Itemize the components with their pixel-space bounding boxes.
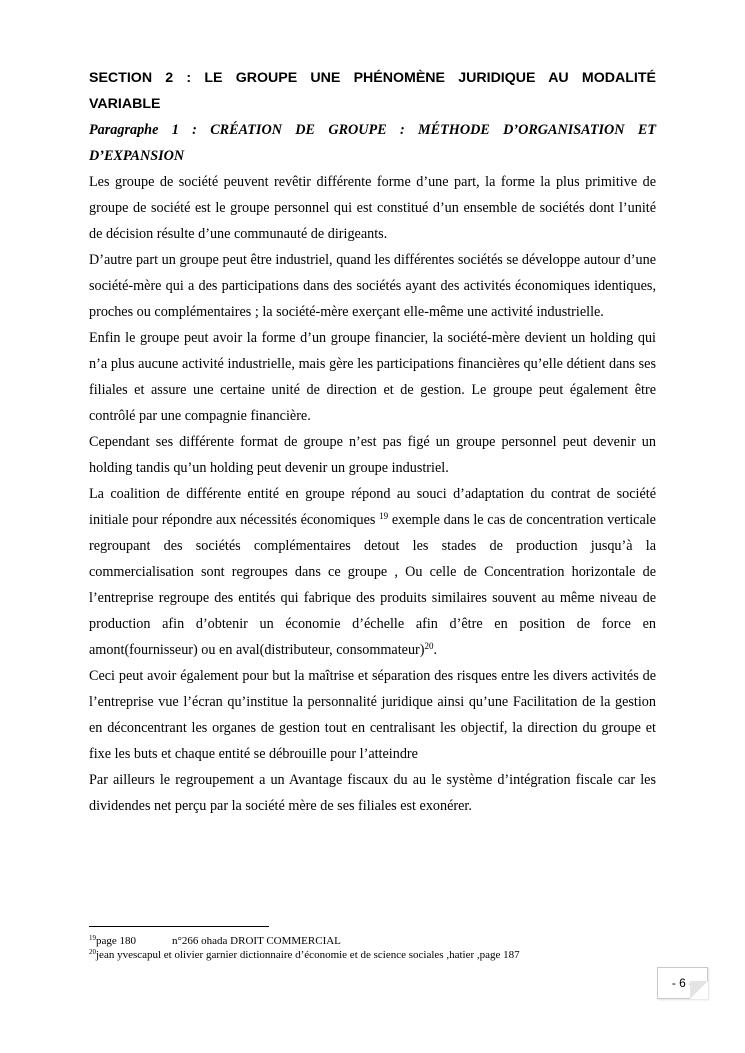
footnote-20 bbox=[89, 948, 689, 962]
section-title-line2: VARIABLE bbox=[89, 96, 161, 112]
body-paragraph: Par ailleurs le regroupement a un Avantage fiscaux du au le système d’intégration fiscale car les dividendes net perçu par la société mère de ses filiales est exonérer. bbox=[89, 772, 656, 814]
footnote-ref-19[interactable]: 19 bbox=[379, 511, 389, 521]
footnote-19 bbox=[89, 934, 689, 948]
paragraph-text: . bbox=[433, 642, 438, 658]
body-paragraph-with-refs bbox=[89, 481, 656, 663]
footnote-marker: 20 bbox=[89, 948, 96, 956]
paragraph-text: La coalition de différente entité en groupe répond au souci d’adaptation du contrat de société initiale pour répondre aux nécessités économiques bbox=[89, 486, 656, 528]
footnote-ref-20[interactable]: 20 bbox=[424, 641, 434, 651]
body-text bbox=[89, 169, 656, 819]
body-paragraph: Les groupe de société peuvent revêtir différente forme d’une part, la forme la plus primitive de groupe de société est le groupe personnel qui est constitué d’un ensemble de sociétés dont l’unité de décision résulte d’une communauté de dirigeants. bbox=[89, 174, 656, 242]
footnote-separator bbox=[89, 926, 269, 927]
section-title-line1: SECTION 2 : LE GROUPE UNE PHÉNOMÈNE JURIDIQUE AU MODALITÉ bbox=[89, 70, 656, 86]
paragraph-title-line1: Paragraphe 1 : CRÉATION DE GROUPE : MÉTHODE D’ORGANISATION ET bbox=[89, 122, 656, 138]
footnotes bbox=[89, 934, 689, 962]
page-number-label: - 6 - bbox=[671, 976, 694, 990]
page-number bbox=[657, 967, 708, 999]
footnote-text: jean yvescapul et olivier garnier dictionnaire d’économie et de science sociales ,hatier ,page 187 bbox=[96, 949, 520, 961]
body-paragraph: Enfin le groupe peut avoir la forme d’un groupe financier, la société-mère devient un holding qui n’a plus aucune activité industrielle, mais gère les participations financières qu’elle détient dans ses filiales et assure une certaine unité de direction et de gestion. Le groupe peut également être contrôlé par une compagnie financière. bbox=[89, 330, 656, 424]
footnote-text: page 180 bbox=[96, 935, 137, 947]
body-paragraph: D’autre part un groupe peut être industriel, quand les différentes sociétés se développe autour d’une société-mère qui a des participations dans des sociétés ayant des activités économiques identiques, proches ou complémentaires ; la société-mère exerçant elle-même une activité industrielle. bbox=[89, 252, 656, 320]
paragraph-text: exemple dans le cas de concentration verticale regroupant des sociétés complémentaires detout les stades de production jusqu’à la commercialisation sont regroupes dans ce groupe , Ou celle de Concentration horizontale de l’entreprise regroupe des entités qui fabrique des produits similaires souvent au même niveau de production afin d’obtenir un économie d’échelle afin d’être en position de force en amont(fournisseur) ou en aval(distributeur, consommateur) bbox=[89, 512, 656, 658]
section-title bbox=[89, 65, 656, 117]
paragraph-title bbox=[89, 117, 656, 169]
footnote-text: n°266 ohada DROIT COMMERCIAL bbox=[172, 935, 341, 947]
body-paragraph: Cependant ses différente format de groupe n’est pas figé un groupe personnel peut devenir un holding tandis qu’un holding peut devenir un groupe industriel. bbox=[89, 434, 656, 476]
footnote-marker: 19 bbox=[89, 934, 96, 942]
body-paragraph: Ceci peut avoir également pour but la maîtrise et séparation des risques entre les divers activités de l’entreprise vue l’écran qu’institue la personnalité juridique ainsi qu’une Facilitation de la gestion en déconcentrant les organes de gestion tout en centralisant les objectif, la direction du groupe et fixe les buts et chaque entité se débrouille pour l’atteindre bbox=[89, 668, 656, 762]
paragraph-title-line2: D’EXPANSION bbox=[89, 148, 185, 164]
